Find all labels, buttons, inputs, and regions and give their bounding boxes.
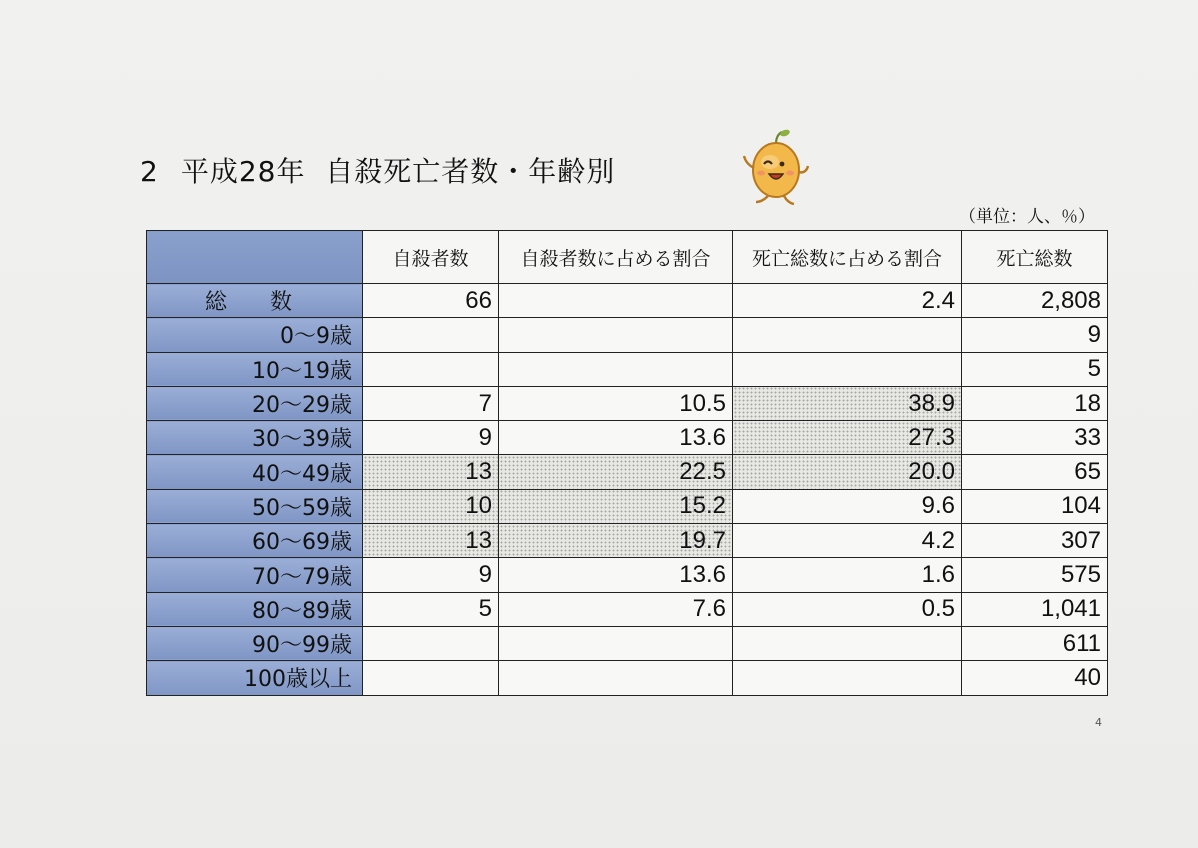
column-header-deaths: 死亡総数 [962, 231, 1108, 284]
table-row [147, 592, 1108, 626]
suicides-cell: 7 [363, 386, 499, 420]
deaths-cell: 611 [962, 626, 1108, 660]
deaths-cell: 575 [962, 558, 1108, 592]
table-row [147, 421, 1108, 455]
suicides-cell: 10 [363, 489, 499, 523]
row-label: 20～29歳 [147, 386, 363, 420]
pct-deaths-cell: 1.6 [733, 558, 962, 592]
table-row [147, 455, 1108, 489]
pct-deaths-cell [733, 661, 962, 695]
row-label: 80～89歳 [147, 592, 363, 626]
pct-deaths-cell: 0.5 [733, 592, 962, 626]
pct-suicides-cell: 22.5 [499, 455, 733, 489]
pct-deaths-cell [733, 352, 962, 386]
pct-suicides-cell: 10.5 [499, 386, 733, 420]
suicides-cell [363, 661, 499, 695]
table-body [147, 284, 1108, 696]
suicides-cell: 5 [363, 592, 499, 626]
suicides-cell [363, 318, 499, 352]
deaths-cell: 104 [962, 489, 1108, 523]
suicide-age-table [146, 230, 1108, 696]
table-row [147, 352, 1108, 386]
table-row [147, 489, 1108, 523]
pct-suicides-cell [499, 352, 733, 386]
suicides-cell [363, 626, 499, 660]
deaths-cell: 40 [962, 661, 1108, 695]
suicides-cell: 66 [363, 284, 499, 318]
suicides-cell: 13 [363, 455, 499, 489]
row-label: 0～9歳 [147, 318, 363, 352]
pct-deaths-cell [733, 318, 962, 352]
table-corner-cell [147, 231, 363, 284]
deaths-cell: 18 [962, 386, 1108, 420]
table-row [147, 284, 1108, 318]
section-number: 2 [140, 155, 159, 188]
pct-suicides-cell: 15.2 [499, 489, 733, 523]
row-label: 10～19歳 [147, 352, 363, 386]
pct-deaths-cell: 4.2 [733, 524, 962, 558]
page-title [140, 150, 615, 190]
table-row [147, 626, 1108, 660]
bean-mascot-icon [738, 128, 810, 210]
row-label: 100歳以上 [147, 661, 363, 695]
pct-suicides-cell [499, 284, 733, 318]
pct-deaths-cell: 20.0 [733, 455, 962, 489]
row-label: 総 数 [147, 284, 363, 318]
pct-suicides-cell: 19.7 [499, 524, 733, 558]
pct-deaths-cell: 27.3 [733, 421, 962, 455]
pct-deaths-cell: 9.6 [733, 489, 962, 523]
pct-suicides-cell [499, 318, 733, 352]
table-row [147, 558, 1108, 592]
deaths-cell: 65 [962, 455, 1108, 489]
pct-deaths-cell: 2.4 [733, 284, 962, 318]
page-number: 4 [1095, 716, 1102, 729]
table-row [147, 661, 1108, 695]
table-row [147, 386, 1108, 420]
table-row [147, 318, 1108, 352]
pct-suicides-cell: 13.6 [499, 421, 733, 455]
pct-suicides-cell [499, 661, 733, 695]
pct-deaths-cell [733, 626, 962, 660]
table-header-row [147, 231, 1108, 284]
suicides-cell: 9 [363, 421, 499, 455]
deaths-cell: 307 [962, 524, 1108, 558]
suicides-cell [363, 352, 499, 386]
row-label: 40～49歳 [147, 455, 363, 489]
column-header-pct-suicides: 自殺者数に占める割合 [499, 231, 733, 284]
row-label: 90～99歳 [147, 626, 363, 660]
suicides-cell: 13 [363, 524, 499, 558]
pct-deaths-cell: 38.9 [733, 386, 962, 420]
deaths-cell: 2,808 [962, 284, 1108, 318]
row-label: 30～39歳 [147, 421, 363, 455]
deaths-cell: 1,041 [962, 592, 1108, 626]
row-label: 60～69歳 [147, 524, 363, 558]
row-label: 50～59歳 [147, 489, 363, 523]
deaths-cell: 9 [962, 318, 1108, 352]
section-title: 平成28年 自殺死亡者数・年齢別 [180, 155, 616, 188]
pct-suicides-cell: 7.6 [499, 592, 733, 626]
suicides-cell: 9 [363, 558, 499, 592]
unit-note: （単位：人、％） [959, 207, 1095, 227]
deaths-cell: 5 [962, 352, 1108, 386]
column-header-pct-deaths: 死亡総数に占める割合 [733, 231, 962, 284]
row-label: 70～79歳 [147, 558, 363, 592]
pct-suicides-cell: 13.6 [499, 558, 733, 592]
column-header-suicides: 自殺者数 [363, 231, 499, 284]
deaths-cell: 33 [962, 421, 1108, 455]
table-row [147, 524, 1108, 558]
pct-suicides-cell [499, 626, 733, 660]
